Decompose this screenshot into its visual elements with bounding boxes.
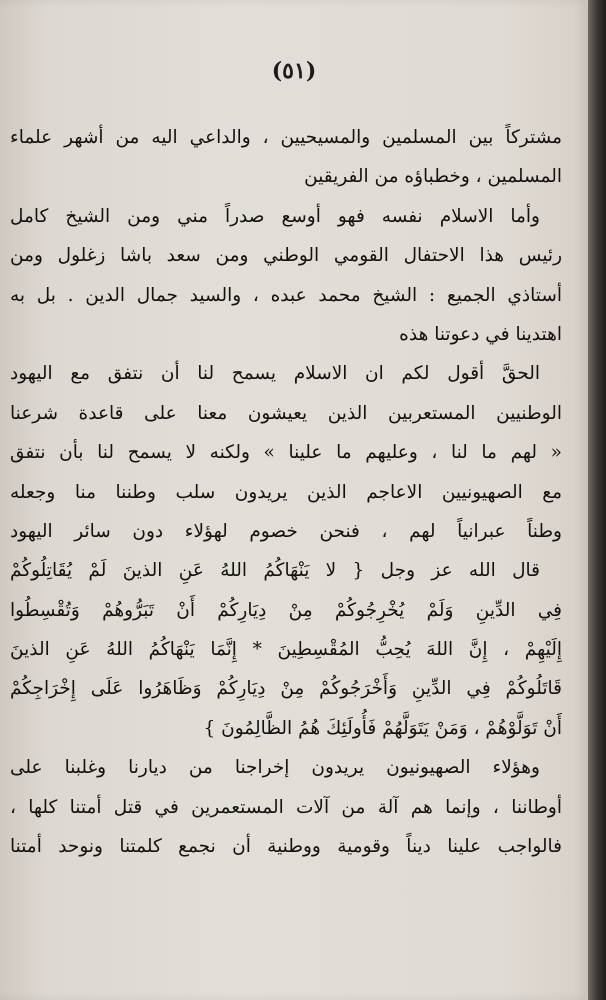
text-line: أوطاننا ، وإنما هم آلة من آلات المستعمرين في قتل أمتنا كلها ، <box>10 796 562 818</box>
text-line: وطناً عبرانياً لهم ، فنحن خصوم لهؤلاء دون سائر اليهود <box>10 520 562 542</box>
text-line: اهتدينا في دعوتنا هذه <box>399 323 562 345</box>
text-line: أَنْ تَوَلَّوْهُمْ ، وَمَنْ يَتَوَلَّهُمْ فَأُولَئِكَ هُمُ الظَّالِمُونَ } <box>203 717 562 739</box>
page-edge-shadow <box>588 0 606 1000</box>
text-line: وأما الاسلام نفسه فهو أوسع صدراً مني ومن الشيخ كامل <box>10 205 540 227</box>
text-line: الحقَّ أقول لكم ان الاسلام يسمح لنا أن نتفق مع اليهود <box>10 363 540 385</box>
text-line: رئيس هذا الاحتفال القومي الوطني ومن سعد باشا زغلول ومن <box>10 245 562 267</box>
text-line: مشتركاً بين المسلمين والمسيحيين ، والداعي اليه من أشهر علماء <box>10 127 562 148</box>
text-line: قَاتَلُوكُمْ فِي الدِّينِ وَأَخْرَجُوكُمْ مِنْ دِيَارِكُمْ وَظَاهَرُوا عَلَى إِخْرَاجِكُمْ <box>10 678 562 700</box>
text-line: فالواجب علينا ديناً وقومية ووطنية أن نجمع كلمتنا ونوحد أمتنا <box>10 836 562 858</box>
text-line: الوطنيين المستعربين الذين يعيشون معنا على قاعدة شرعنا <box>10 402 562 424</box>
text-line: أستاذي الجميع : الشيخ محمد عبده ، والسيد جمال الدين . بل به <box>10 284 562 306</box>
body-text <box>10 118 562 866</box>
text-line: قال الله عز وجل { لا يَنْهَاكُمُ اللهُ عَنِ الذينَ لَمْ يُقَاتِلُوكُمْ <box>10 560 540 582</box>
text-line: المسلمين ، وخطباؤه من الفريقين <box>304 166 562 188</box>
text-line: مع الصهيونيين الاعاجم الذين يريدون سلب وطننا منا وجعله <box>10 481 562 503</box>
text-line: وهؤلاء الصهيونيون يريدون إخراجنا من ديارنا وغلبنا على <box>10 757 540 779</box>
text-line: فِي الدِّينِ وَلَمْ يُخْرِجُوكُمْ مِنْ دِيَارِكُمْ أَنْ تَبَرُّوهُمْ وَتُقْسِطُوا <box>10 599 562 621</box>
text-line: « لهم ما لنا ، وعليهم ما علينا » ولكنه لا يسمح لنا بأن نتفق <box>10 442 562 464</box>
page-number: (٥١) <box>271 58 317 84</box>
text-line: إِلَيْهِمْ ، إِنَّ اللهَ يُحِبُّ المُقْسِطِينَ * إِنَّمَا يَنْهَاكُمُ اللهُ عَنِ الذينَ <box>10 639 562 661</box>
